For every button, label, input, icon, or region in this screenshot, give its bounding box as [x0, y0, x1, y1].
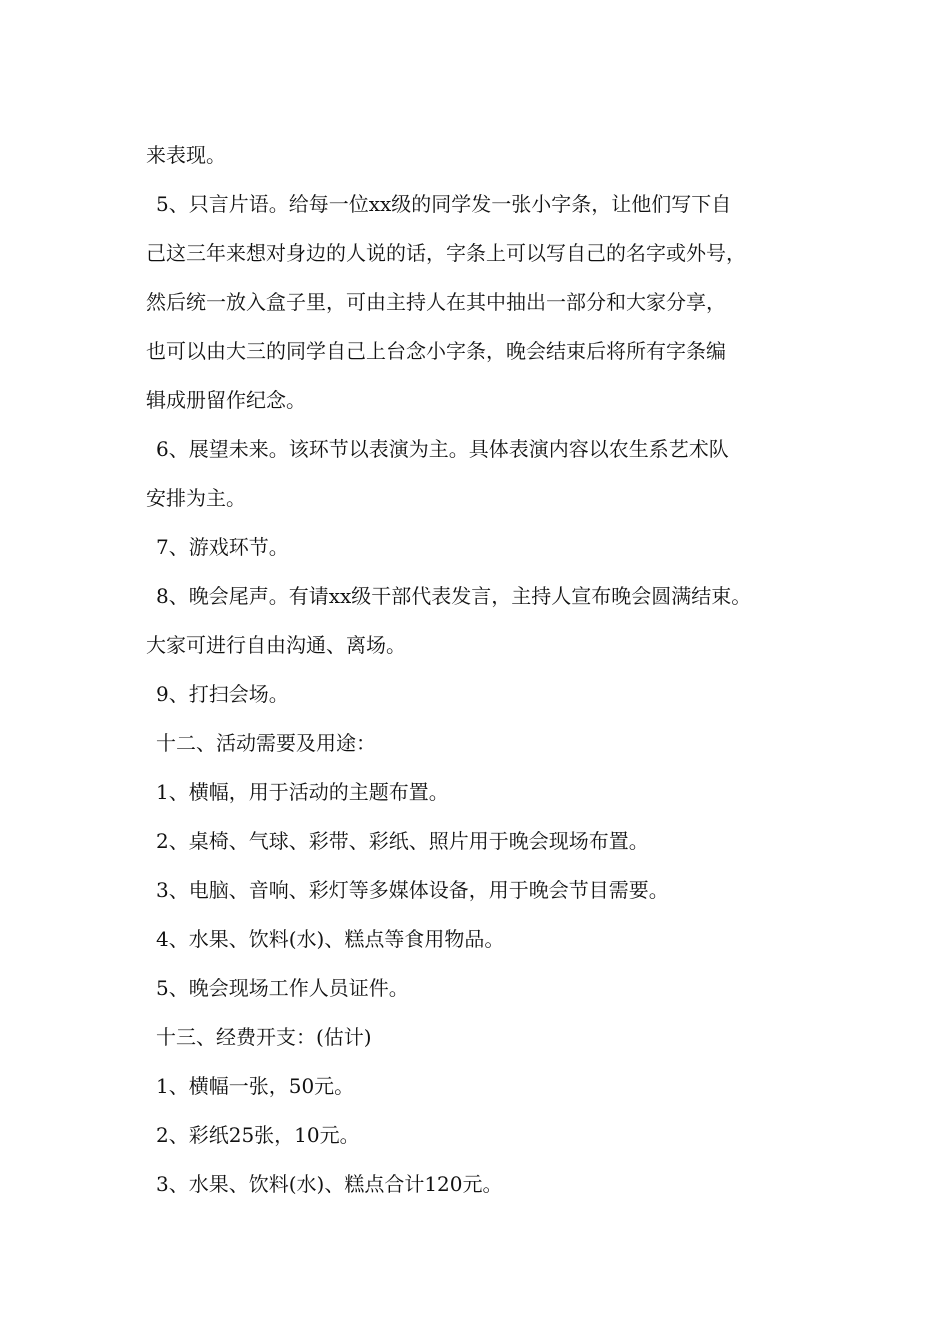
text-line: 6、展望未来。该环节以表演为主。具体表演内容以农生系艺术队 — [156, 437, 729, 461]
text-line: 3、电脑、音响、彩灯等多媒体设备，用于晚会节目需要。 — [156, 878, 669, 902]
text-line: 辑成册留作纪念。 — [146, 388, 306, 412]
text-line: 5、晚会现场工作人员证件。 — [156, 976, 409, 1000]
text-line: 来表现。 — [146, 143, 226, 167]
text-line: 也可以由大三的同学自己上台念小字条，晚会结束后将所有字条编 — [146, 339, 726, 363]
text-line: 5、只言片语。给每一位xx级的同学发一张小字条，让他们写下自 — [156, 192, 732, 216]
section-heading: 十二、活动需要及用途： — [156, 731, 376, 755]
text-line: 1、横幅一张，50元。 — [156, 1074, 355, 1098]
text-line: 4、水果、饮料(水)、糕点等食用物品。 — [156, 927, 505, 951]
text-line: 然后统一放入盒子里，可由主持人在其中抽出一部分和大家分享， — [146, 290, 726, 314]
section-heading: 十三、经费开支：(估计) — [156, 1025, 372, 1049]
text-line: 2、彩纸25张，10元。 — [156, 1123, 360, 1147]
text-line: 9、打扫会场。 — [156, 682, 289, 706]
text-line: 3、水果、饮料(水)、糕点合计120元。 — [156, 1172, 503, 1196]
document-body — [146, 131, 846, 1209]
text-line: 大家可进行自由沟通、离场。 — [146, 633, 406, 657]
text-line: 1、横幅，用于活动的主题布置。 — [156, 780, 449, 804]
text-line: 2、桌椅、气球、彩带、彩纸、照片用于晚会现场布置。 — [156, 829, 649, 853]
text-line: 己这三年来想对身边的人说的话，字条上可以写自己的名字或外号， — [146, 241, 746, 265]
text-line: 安排为主。 — [146, 486, 246, 510]
text-line: 7、游戏环节。 — [156, 535, 289, 559]
text-line: 8、晚会尾声。有请xx级干部代表发言，主持人宣布晚会圆满结束。 — [156, 584, 752, 608]
